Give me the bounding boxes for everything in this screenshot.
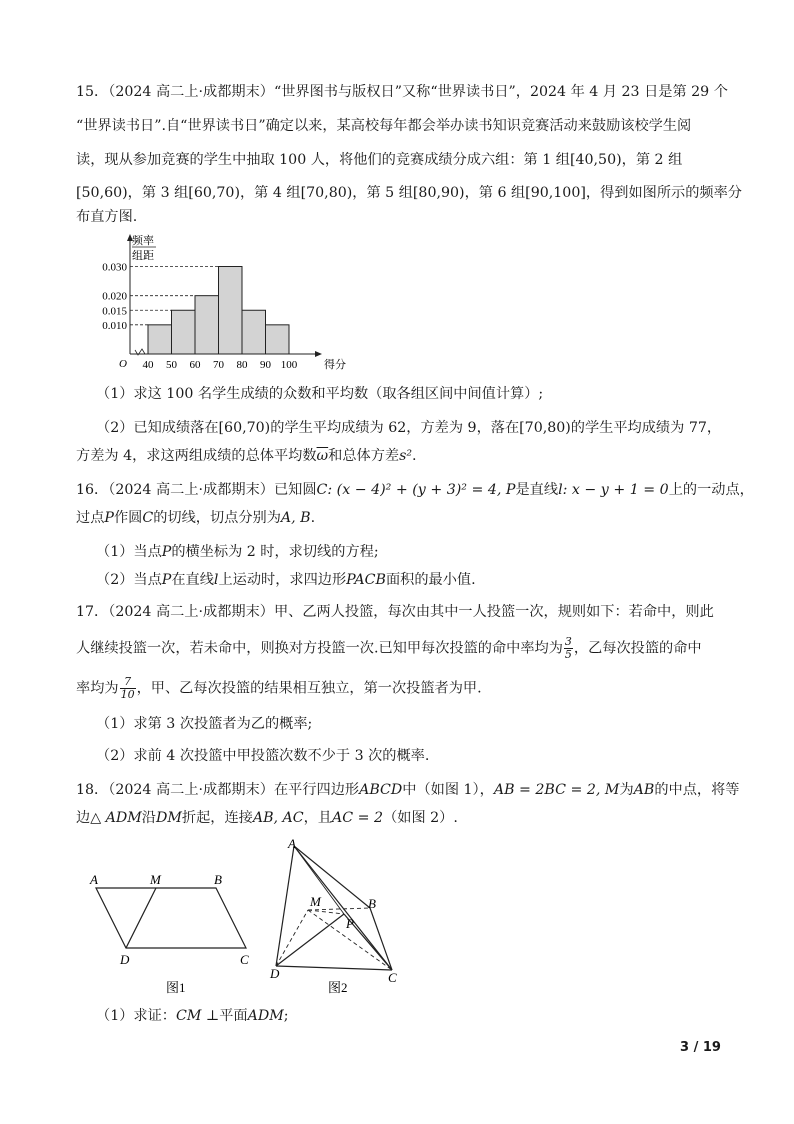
fraction-3-5: $\frac{3}{5}$ (564, 635, 572, 661)
histogram-bar-6 (266, 325, 290, 354)
ylabel-bottom: 组距 (132, 250, 154, 262)
xtick-label-2: 50 (166, 359, 177, 371)
q16-part-2: （2）当点P在直线l上运动时，求四边形PACB面积的最小值. (96, 572, 476, 588)
label-a: A (288, 836, 296, 851)
q15-part-2-line-2: 方差为 4，求这两组成绩的总体平均数$\overline{\omega}$和总体方差s². (76, 448, 417, 464)
fraction-7-10: $\frac{7}{10}$ (120, 675, 135, 701)
x-axis-arrow (315, 351, 322, 357)
label-d: D (270, 966, 280, 981)
figure-2-folded-solid (264, 836, 414, 998)
figure-2-caption: 图2 (328, 980, 348, 995)
label-b: B (214, 872, 222, 887)
q15-line-3: 读，现从参加竞赛的学生中抽取 100 人，将他们的竞赛成绩分成六组：第 1 组[40,50)，第 2 组 (76, 152, 683, 168)
label-d: D (120, 952, 130, 967)
q16-line-1: 16．（2024 高二上·成都期末）已知圆C: (x − 4)² + (y + 3)² = 4, P是直线l: x − y + 1 = 0上的一动点， (76, 482, 754, 498)
label-m: M (150, 872, 161, 887)
q15-part-2-line-1: （2）已知成绩落在[60,70)的学生平均成绩为 62，方差为 9，落在[70,80)的学生平均成绩为 77， (96, 420, 722, 436)
q17-part-2: （2）求前 4 次投篮中甲投篮次数不少于 3 次的概率. (96, 748, 430, 764)
q15-line-2: “世界读书日”.自“世界读书日”确定以来，某高校每年都会举办读书知识竞赛活动来鼓励该校学生阅 (76, 118, 692, 134)
q17-part-1: （1）求第 3 次投篮者为乙的概率; (96, 716, 313, 732)
q16-line-2: 过点P作圆C的切线，切点分别为A, B. (76, 510, 316, 526)
ylabel-top: 频率 (132, 235, 154, 247)
xtick-label-7: 100 (280, 359, 298, 371)
figure-1-parallelogram (86, 868, 266, 998)
q15-line-1: 15．（2024 高二上·成都期末）“世界图书与版权日”又称“世界读书日”，2024 年 4 月 23 日是第 29 个 (76, 84, 728, 100)
label-a: A (90, 872, 98, 887)
xtick-label-5: 80 (236, 359, 248, 371)
histogram-bar-3 (195, 296, 219, 354)
ytick-label-3: 0.015 (102, 305, 127, 318)
histogram-bar-4 (219, 267, 243, 355)
q18-line-1: 18．（2024 高二上·成都期末）在平行四边形ABCD中（如图 1），AB = 2BC = 2, M为AB的中点，将等 (76, 782, 740, 798)
ytick-label-2: 0.020 (102, 290, 127, 303)
q18-line-2: 边△ ADM沿DM折起，连接AB, AC，且AC = 2（如图 2）. (76, 810, 458, 826)
q16-part-1: （1）当点P的横坐标为 2 时，求切线的方程; (96, 544, 379, 560)
label-c: C (240, 952, 249, 967)
figure-1-caption: 图1 (166, 980, 186, 995)
histogram-bar-1 (148, 325, 172, 354)
label-b: B (368, 896, 376, 911)
q17-line-3: 率均为 $\frac{7}{10}$ ，甲、乙每次投篮的结果相互独立，第一次投篮者为甲. (76, 675, 482, 701)
xtick-label-3: 60 (189, 359, 201, 371)
xtick-label-6: 90 (260, 359, 271, 371)
ytick-label-1: 0.030 (102, 261, 127, 274)
page-number: 3 / 19 (680, 1040, 721, 1055)
xlabel: 得分 (324, 359, 346, 371)
ytick-label-4: 0.010 (102, 319, 127, 332)
q15-part-1: （1）求这 100 名学生成绩的众数和平均数（取各组区间中间值计算）; (96, 386, 544, 402)
q17-line-1: 17．（2024 高二上·成都期末）甲、乙两人投篮，每次由其中一人投篮一次，规则如下：若命中，则此 (76, 604, 714, 620)
xtick-label-1: 40 (142, 359, 154, 371)
q17-line-2: 人继续投篮一次，若未命中，则换对方投篮一次.已知甲每次投篮的命中率均为 $\frac{3}{5}$ ，乙每次投篮的命中 (76, 635, 702, 661)
parallelogram-abcd (96, 888, 246, 948)
label-p: P (346, 916, 354, 931)
xtick-label-4: 70 (213, 359, 224, 371)
label-c: C (388, 970, 397, 985)
q15-line-4: [50,60)，第 3 组[60,70)，第 4 组[70,80)，第 5 组[80,90)，第 6 组[90,100]，得到如图所示的频率分 (76, 185, 742, 201)
q15-line-5: 布直方图. (76, 209, 138, 225)
origin-label: O (119, 358, 127, 370)
frequency-histogram (88, 228, 346, 378)
histogram-bar-2 (172, 310, 196, 354)
segment-dm (126, 888, 156, 948)
histogram-bar-5 (242, 310, 266, 354)
label-m: M (310, 894, 321, 909)
q18-part-1: （1）求证：CM ⊥平面ADM; (96, 1008, 289, 1024)
